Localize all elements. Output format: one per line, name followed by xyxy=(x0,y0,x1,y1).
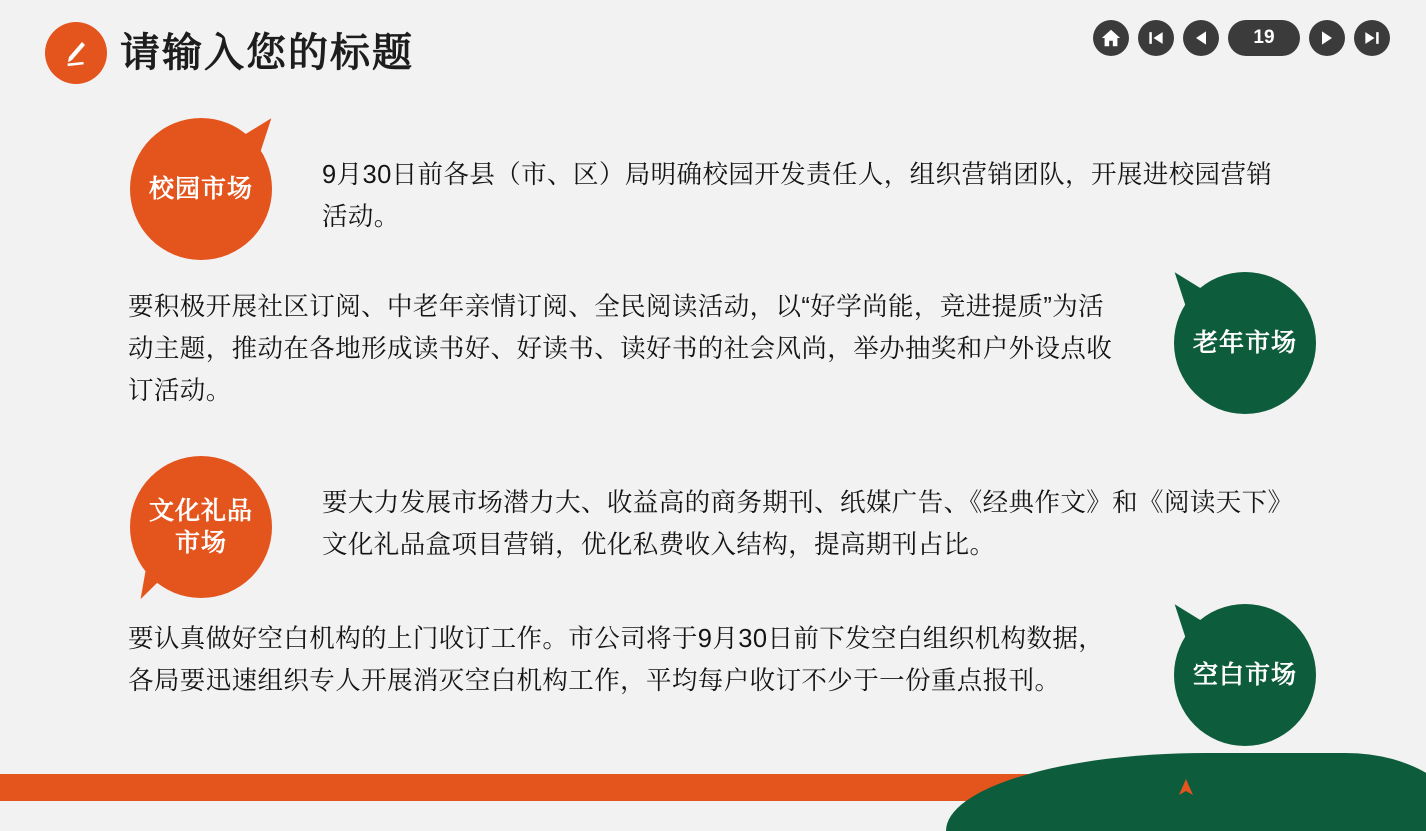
page-number[interactable]: 19 xyxy=(1228,20,1300,56)
previous-icon[interactable] xyxy=(1183,20,1219,56)
callout-label-line2: 市场 xyxy=(174,529,227,557)
next-icon[interactable] xyxy=(1309,20,1345,56)
bubble-tail xyxy=(141,558,178,605)
callout-label: 校园市场 xyxy=(148,175,253,203)
callout-bubble-blank xyxy=(1174,604,1316,746)
page-title: 请输入您的标题 xyxy=(120,31,414,75)
content-row-campus xyxy=(130,118,1282,260)
pencil-icon xyxy=(45,22,107,84)
content-row-senior xyxy=(128,272,1316,414)
navigation-controls[interactable] xyxy=(1093,20,1390,56)
content-text-gift: 要大力发展市场潜力大、收益高的商务期刊、纸媒广告、《经典作文》和《阅读天下》文化礼品盒项目营销，优化私费收入结构，提高期刊占比。 xyxy=(322,489,1281,559)
bubble-tail xyxy=(227,108,272,157)
content-text-senior: 要积极开展社区订阅、中老年亲情订阅、全民阅读活动，以“好学尚能，竞进提质”为活动主题，推动在各地形成读书好、好读书、读好书的社会风尚，举办抽奖和户外设点收订活动。 xyxy=(128,293,1113,405)
bubble-tail xyxy=(1175,262,1220,311)
bubble-tail xyxy=(1175,594,1220,643)
callout-label-line1: 文化礼品 xyxy=(148,497,253,525)
content-row-blank xyxy=(128,602,1316,746)
skip-to-end-icon[interactable] xyxy=(1354,20,1390,56)
callout-label: 空白市场 xyxy=(1192,661,1297,689)
skip-to-start-icon[interactable] xyxy=(1138,20,1174,56)
content-row-gift xyxy=(130,456,1287,598)
content-text-campus: 9月30日前各县（市、区）局明确校园开发责任人，组织营销团队，开展进校园营销活动。 xyxy=(322,161,1273,231)
callout-bubble-senior xyxy=(1174,272,1316,414)
callout-bubble-campus xyxy=(130,118,272,260)
slide-header xyxy=(0,0,1426,100)
callout-bubble-gift xyxy=(130,456,272,598)
bookmark-icon xyxy=(1166,771,1206,801)
callout-label: 老年市场 xyxy=(1192,329,1297,357)
content-text-blank: 要认真做好空白机构的上门收订工作。市公司将于9月30日前下发空白组织机构数据，各局要迅速组织专人开展消灭空白机构工作，平均每户收订不少于一份重点报刊。 xyxy=(128,625,1105,695)
home-icon[interactable] xyxy=(1093,20,1129,56)
